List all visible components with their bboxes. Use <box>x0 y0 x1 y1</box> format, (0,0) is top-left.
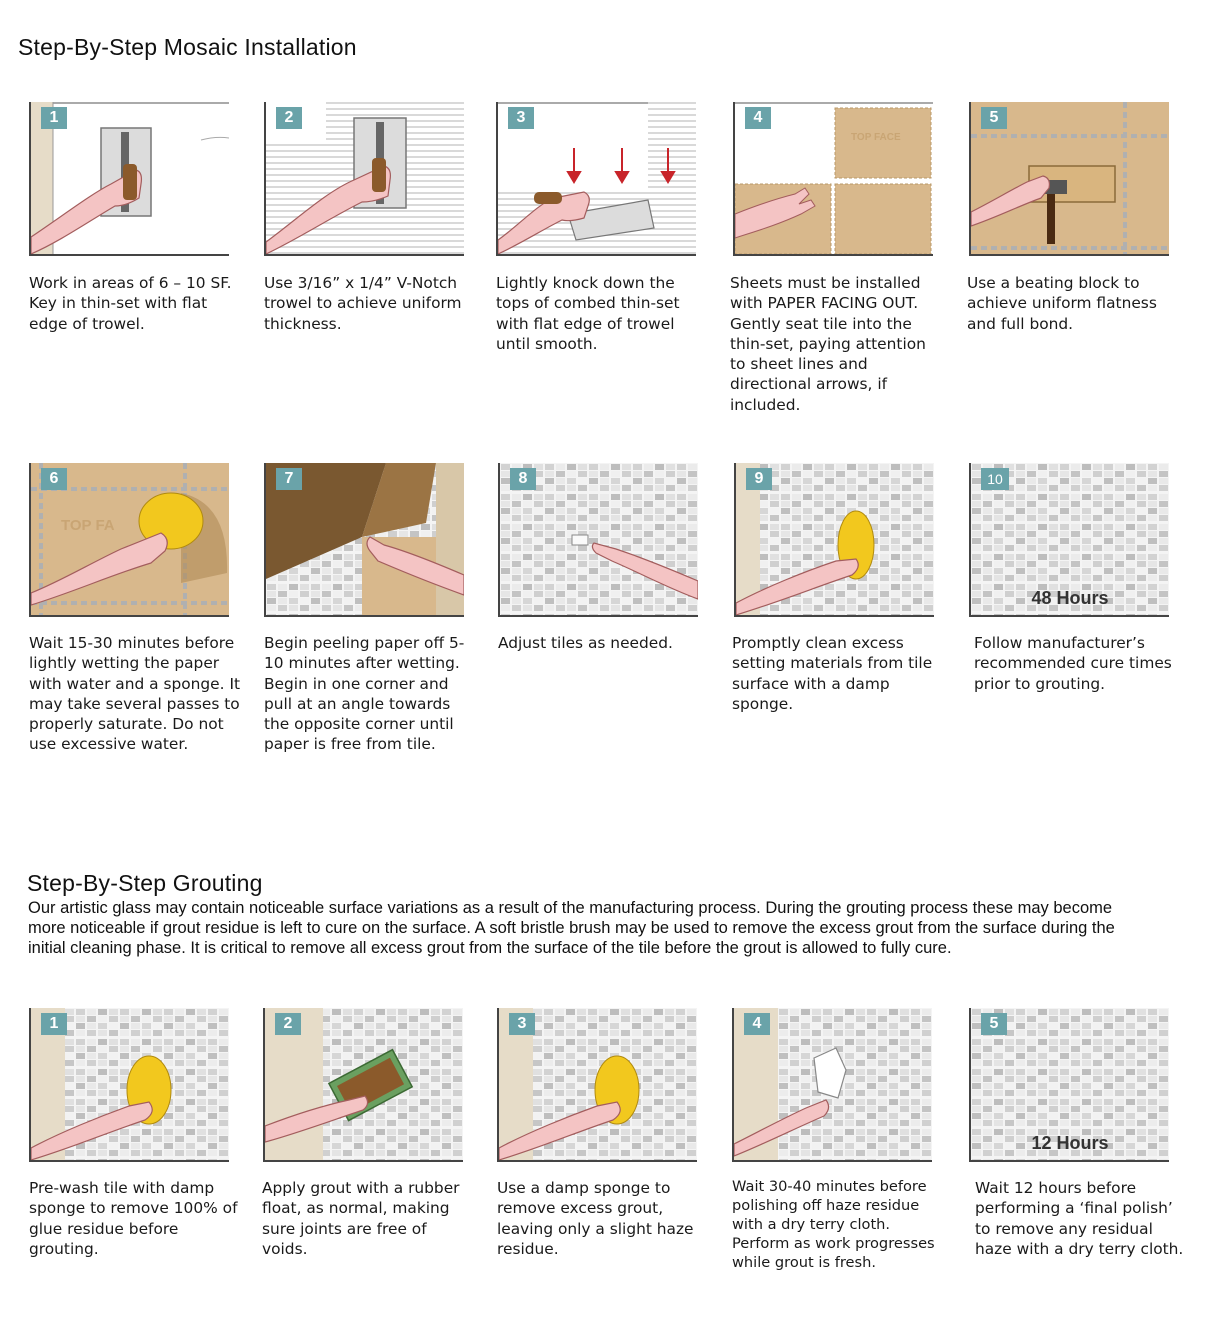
step-number-badge: 10 <box>981 468 1009 490</box>
grout-step-3-caption: Use a damp sponge to remove excess grout, leaving only a slight haze residue. <box>497 1179 694 1258</box>
step-number-badge: 1 <box>41 107 67 129</box>
step-4-illustration <box>733 102 933 256</box>
step-9-caption: Promptly clean excess setting materials from tile surface with a damp sponge. <box>732 634 933 713</box>
step-3-illustration <box>496 102 696 256</box>
step-number-badge: 4 <box>745 107 771 129</box>
step-10-caption: Follow manufacturer’s recommended cure times prior to grouting. <box>974 634 1172 693</box>
step-7-caption: Begin peeling paper off 5-10 minutes after wetting. Begin in one corner and pull at an angle towards the opposite corner until paper is free from tile. <box>264 634 465 754</box>
step-7-illustration <box>264 463 464 617</box>
grout-step-5-illustration <box>969 1008 1169 1162</box>
grout-step-1-illustration <box>29 1008 229 1162</box>
step-number-badge: 1 <box>41 1013 67 1035</box>
step-9-illustration <box>734 463 934 617</box>
step-8-caption: Adjust tiles as needed. <box>498 634 673 652</box>
step-2-caption: Use 3/16” x 1/4” V-Notch trowel to achieve uniform thickness. <box>264 274 462 333</box>
step-number-badge: 2 <box>275 1013 301 1035</box>
step-5-caption: Use a beating block to achieve uniform flatness and full bond. <box>967 274 1157 333</box>
grout-step-4-illustration <box>732 1008 932 1162</box>
step-number-badge: 4 <box>744 1013 770 1035</box>
grout-step-3-illustration <box>497 1008 697 1162</box>
grout-step-2-caption: Apply grout with a rubber float, as normal, making sure joints are free of voids. <box>262 1179 460 1258</box>
step-number-badge: 2 <box>276 107 302 129</box>
step-number-badge: 8 <box>510 468 536 490</box>
sheet-label: TOP FA <box>61 517 115 534</box>
step-number-badge: 5 <box>981 1013 1007 1035</box>
step-6-caption: Wait 15-30 minutes before lightly wetting the paper with water and a sponge. It may take several passes to properly saturate. Do not use excessive water. <box>29 634 241 754</box>
grouting-title: Step-By-Step Grouting <box>27 870 263 896</box>
cure-time-label: 12 Hours <box>1031 1133 1109 1153</box>
grout-step-5-caption: Wait 12 hours before performing a ‘final polish’ to remove any residual haze with a dry terry cloth. <box>975 1179 1184 1258</box>
installation-title: Step-By-Step Mosaic Installation <box>18 34 357 60</box>
step-number-badge: 7 <box>276 468 302 490</box>
step-number-badge: 6 <box>41 468 67 490</box>
grout-step-4-caption: Wait 30-40 minutes before polishing off haze residue with a dry terry cloth. Perform as work progresses while grout is fresh. <box>732 1178 935 1271</box>
step-8-illustration <box>498 463 698 617</box>
step-5-illustration <box>969 102 1169 256</box>
step-10-illustration <box>969 463 1169 617</box>
step-number-badge: 3 <box>508 107 534 129</box>
step-number-badge: 3 <box>509 1013 535 1035</box>
cure-time-label: 48 Hours <box>1031 588 1109 608</box>
sheet-label: TOP FACE <box>851 132 901 143</box>
step-4-caption: Sheets must be installed with PAPER FACING OUT. Gently seat tile into the thin-set, paying attention to sheet lines and directional arrows, if included. <box>730 274 926 414</box>
step-6-illustration <box>29 463 229 617</box>
step-2-illustration <box>264 102 464 256</box>
step-number-badge: 5 <box>981 107 1007 129</box>
step-number-badge: 9 <box>746 468 772 490</box>
step-3-caption: Lightly knock down the tops of combed thin-set with flat edge of trowel until smooth. <box>496 274 680 353</box>
grout-step-2-illustration <box>263 1008 463 1162</box>
grouting-intro: Our artistic glass may contain noticeable surface variations as a result of the manufacturing process. During the grouting process these may become more noticeable if grout residue is left to cure on the surface. A soft bristle brush may be used to remove the excess grout from the surface during the initial cleaning phase. It is critical to remove all excess grout from the surface of the tile before the grout is allowed to fully cure. <box>28 899 1115 958</box>
step-1-illustration <box>29 102 229 256</box>
grout-step-1-caption: Pre-wash tile with damp sponge to remove 100% of glue residue before grouting. <box>29 1179 238 1258</box>
step-1-caption: Work in areas of 6 – 10 SF. Key in thin-set with flat edge of trowel. <box>29 274 232 333</box>
